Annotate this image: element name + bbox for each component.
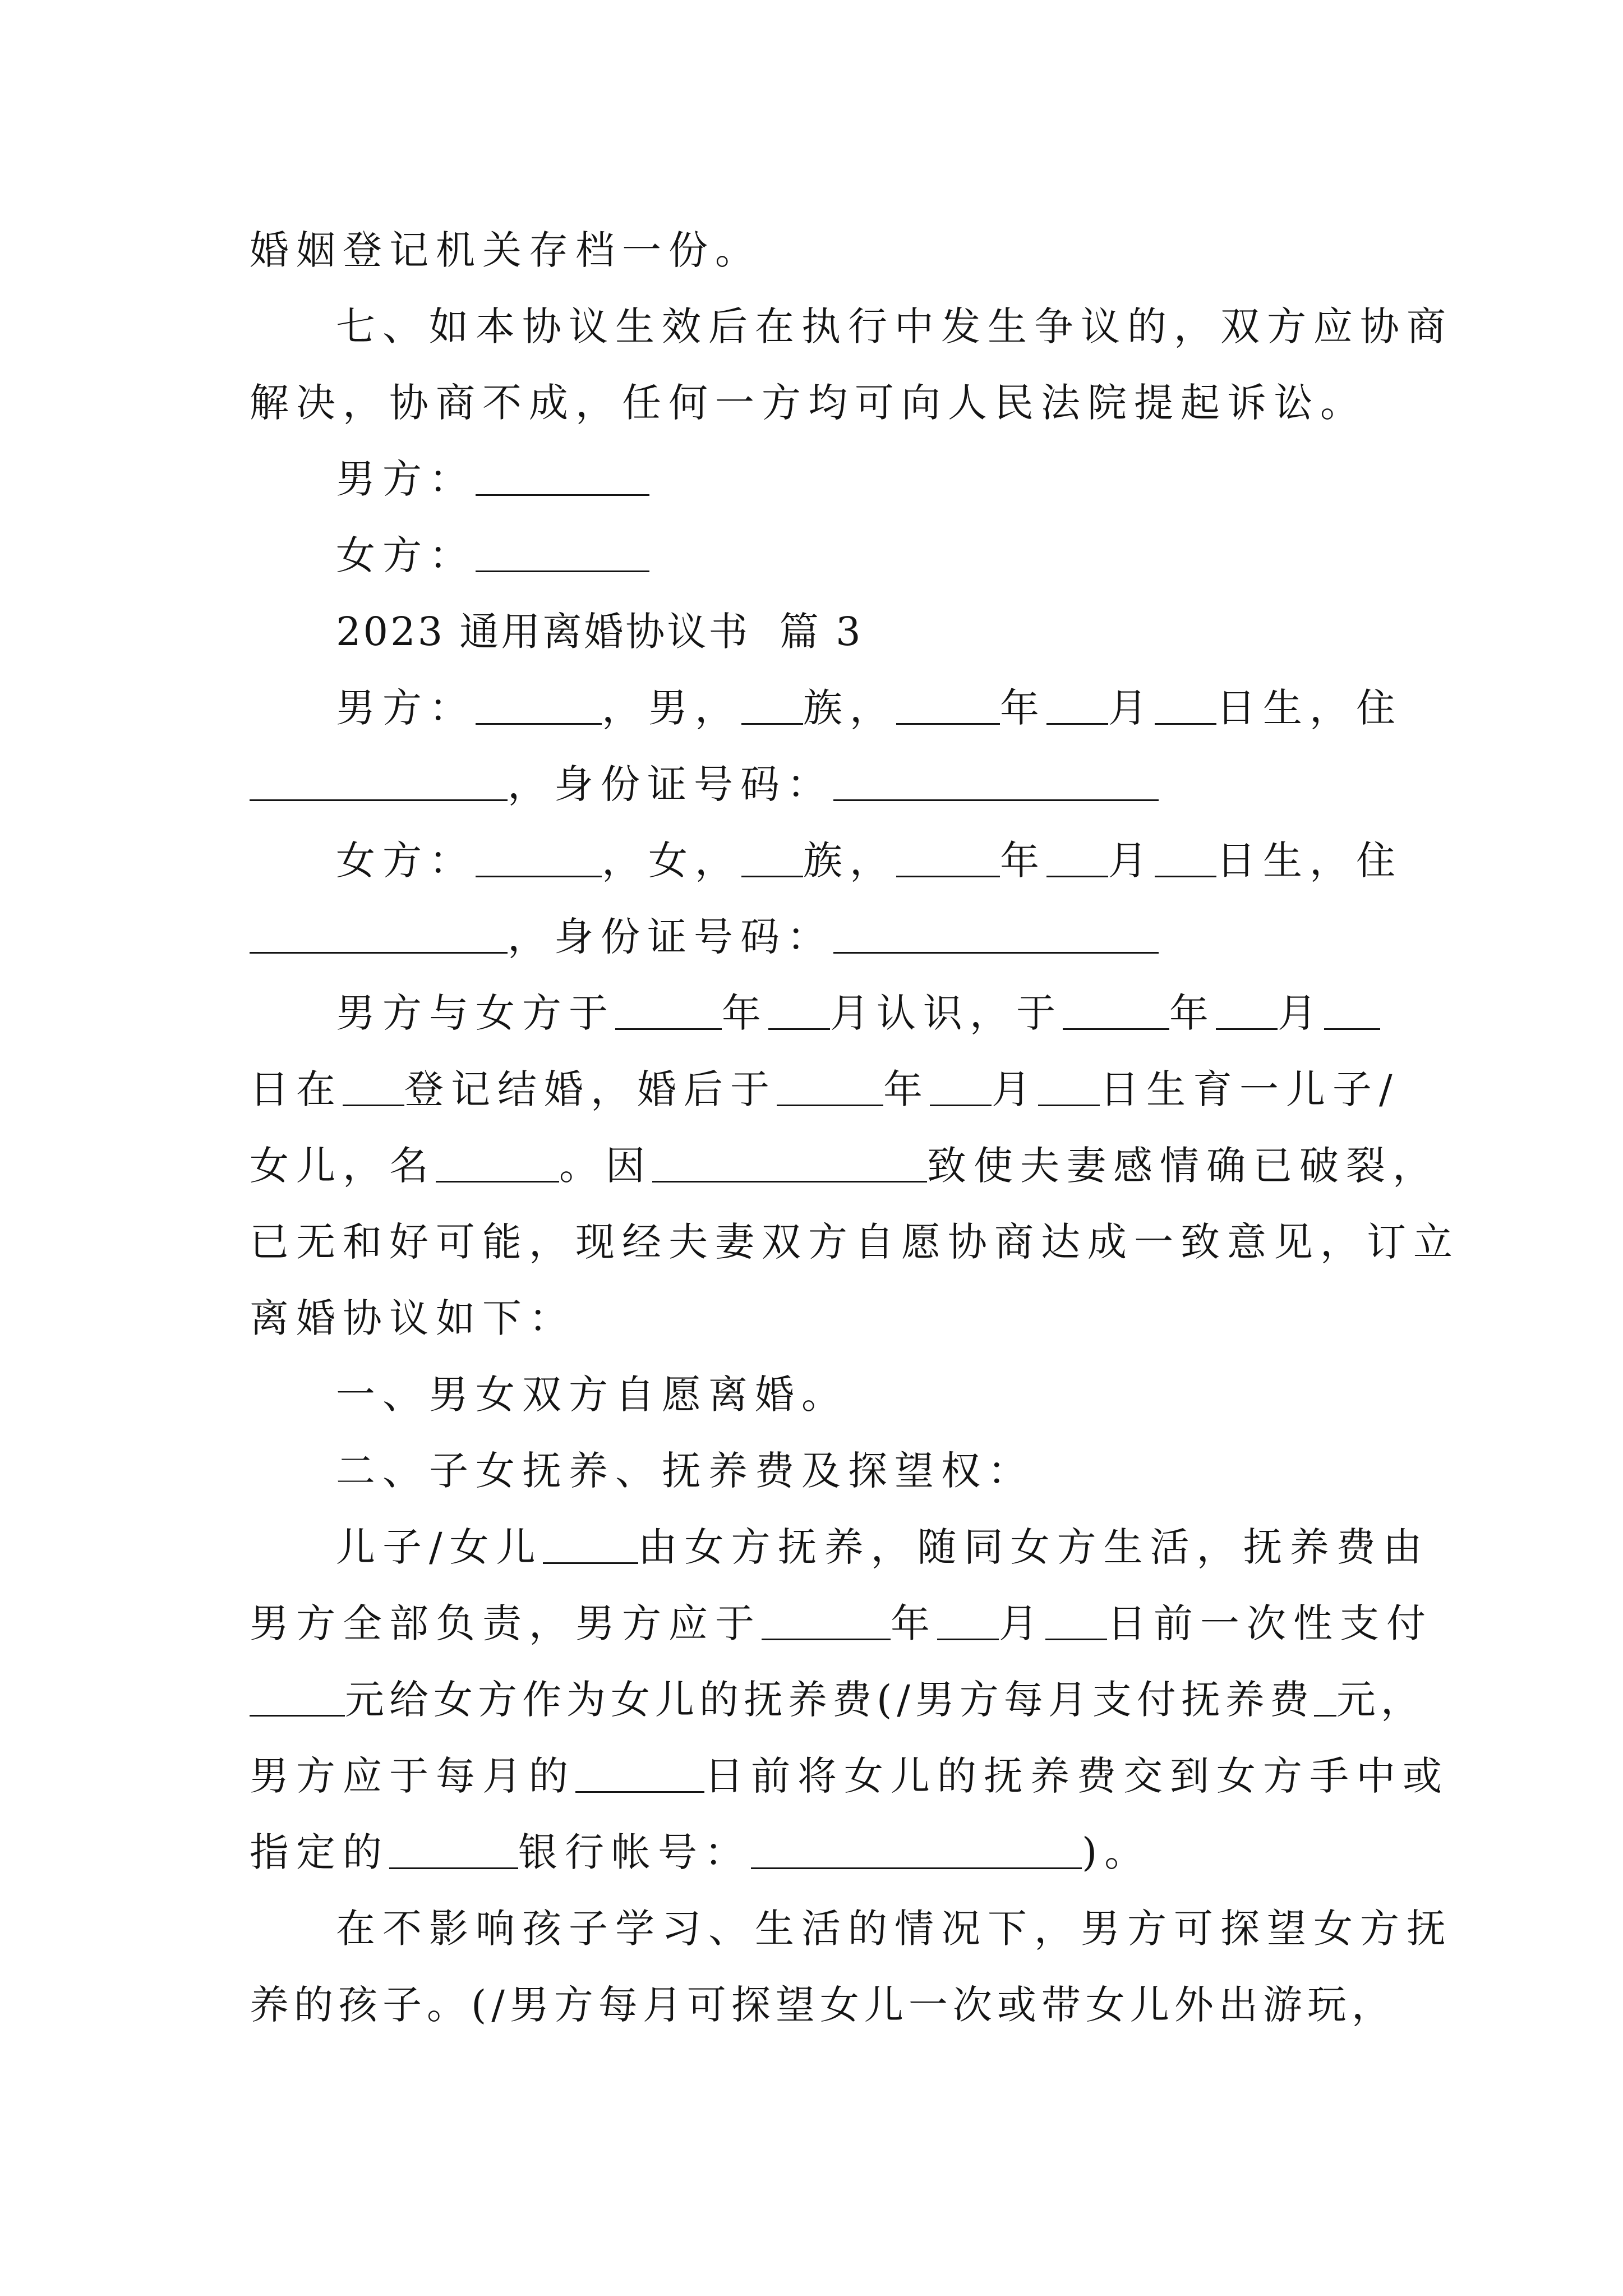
text: 月 [992,1066,1038,1112]
text: 男方应于每月的 [250,1753,575,1799]
text: 日在 [250,1066,343,1112]
blank-field[interactable] [1155,835,1216,877]
section-heading [250,593,1377,670]
text: 指定的 [250,1829,389,1875]
text: 登记结婚，婚后于 [404,1066,777,1112]
blank-field[interactable] [937,1598,999,1640]
female-info-line [250,822,1403,899]
text: 日生育一儿子/ [1100,1066,1400,1112]
blank-field[interactable] [1314,1674,1336,1717]
label: 女方： [336,532,476,578]
blank-field[interactable] [476,683,602,725]
text: 七、如本协议生效后在执行中发生争议的，双方应协商 [336,303,1453,349]
blank-field[interactable] [250,1674,345,1717]
text: 年 [883,1066,930,1112]
text: 男方与女方于 [336,990,615,1036]
visitation-line [250,1967,1396,2043]
blank-field[interactable] [1046,835,1108,877]
text: 元给女方作为女儿的抚养费(/男方每月支付抚养费 [345,1677,1314,1723]
text: 由女方抚养，随同女方生活，抚养费由 [638,1524,1430,1570]
clause-seven [250,288,1453,365]
blank-field[interactable] [833,912,1159,954]
female-address-line [250,899,1377,975]
blank-field[interactable] [615,988,722,1030]
male-info-line [250,670,1403,746]
text: 年 [1000,685,1046,731]
blank-field[interactable] [436,1140,559,1182]
custody-line [250,1509,1430,1585]
blank-field[interactable] [652,1140,927,1182]
blank-field[interactable] [1324,988,1380,1030]
text: 银行帐号： [518,1829,751,1875]
text: 在不影响孩子学习、生活的情况下，男方可探望女方抚 [336,1906,1453,1952]
marriage-line [250,1128,1439,1204]
text: 年 [1000,838,1046,884]
text: 一、男女双方自愿离婚。 [336,1372,848,1418]
text: 年 [891,1600,937,1646]
label: 男方： [336,456,476,502]
blank-field[interactable] [762,1598,891,1640]
custody-line [250,1585,1433,1662]
text: 月 [1278,990,1324,1036]
text: 女方： [336,838,476,884]
text: ，身份证号码： [508,761,833,807]
text-line [250,1204,1460,1280]
text-line [250,365,1377,441]
text: 。因 [559,1143,652,1189]
blank-field[interactable] [1063,988,1169,1030]
blank-field[interactable] [1155,683,1216,725]
text: 族， [803,838,896,884]
text: 二、子女抚养、抚养费及探望权： [336,1448,1034,1494]
blank-field[interactable] [250,759,508,801]
blank-field[interactable] [930,1064,992,1106]
text: ，身份证号码： [508,914,833,960]
text: 男方： [336,685,476,731]
text: 日生，住 [1216,685,1403,731]
text: 日前一次性支付 [1107,1600,1433,1646]
custody-line [250,1662,1425,1738]
document-body [250,212,1460,2043]
text: 月 [1108,685,1155,731]
blank-field[interactable] [250,912,508,954]
text: 族， [803,685,896,731]
blank-field[interactable] [476,530,649,572]
male-signature-line [250,441,1377,517]
text: 已无和好可能，现经夫妻双方自愿协商达成一致意见，订立 [250,1219,1460,1265]
text: 月 [999,1600,1045,1646]
clause-two [250,1433,1377,1509]
text: 养的孩子。(/男方每月可探望女儿一次或带女儿外出游玩， [250,1982,1396,2028]
blank-field[interactable] [476,454,649,496]
marriage-line [250,975,1377,1051]
blank-field[interactable] [1038,1064,1100,1106]
heading-text: 2023 通用离婚协议书 篇 3 [336,609,863,655]
text: )。 [1082,1829,1151,1875]
blank-field[interactable] [768,988,830,1030]
text: 男方全部负责，男方应于 [250,1600,762,1646]
blank-field[interactable] [896,835,1000,877]
text: 离婚协议如下： [250,1295,575,1341]
blank-field[interactable] [1216,988,1278,1030]
text: 婚姻登记机关存档一份。 [250,227,762,273]
text: 年 [1169,990,1216,1036]
blank-field[interactable] [751,1827,1082,1869]
blank-field[interactable] [777,1064,883,1106]
custody-line [250,1738,1449,1814]
blank-field[interactable] [543,1522,638,1564]
blank-field[interactable] [575,1751,704,1793]
blank-field[interactable] [896,683,1000,725]
custody-line [250,1814,1377,1890]
blank-field[interactable] [1046,683,1108,725]
text: 年 [722,990,768,1036]
marriage-line [250,1051,1400,1128]
text: 月认识，于 [830,990,1063,1036]
female-signature-line [250,517,1377,593]
text: 女儿，名 [250,1143,436,1189]
text: 日生，住 [1216,838,1403,884]
text: 月 [1108,838,1155,884]
blank-field[interactable] [741,835,803,877]
blank-field[interactable] [389,1827,518,1869]
text: 致使夫妻感情确已破裂， [927,1143,1439,1189]
male-address-line [250,746,1377,822]
text: ，女， [602,838,741,884]
clause-one [250,1356,1377,1433]
text: ，男， [602,685,741,731]
text-line [250,1280,1377,1356]
text: 元， [1336,1677,1425,1723]
blank-field[interactable] [1045,1598,1107,1640]
blank-field[interactable] [833,759,1159,801]
text-line [250,212,1377,288]
blank-field[interactable] [741,683,803,725]
visitation-line [250,1890,1453,1967]
text: 解决，协商不成，任何一方均可向人民法院提起诉讼。 [250,380,1367,426]
text: 儿子/女儿 [336,1524,543,1570]
text: 日前将女儿的抚养费交到女方手中或 [704,1753,1449,1799]
blank-field[interactable] [343,1064,404,1106]
blank-field[interactable] [476,835,602,877]
